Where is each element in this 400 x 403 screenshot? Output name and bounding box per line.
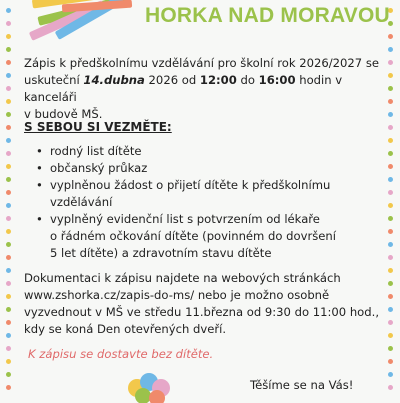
border-dot: [6, 60, 11, 65]
border-dot: [6, 86, 11, 91]
border-dot: [388, 60, 393, 65]
border-dot: [6, 21, 11, 26]
docs-line: vyzvednout v MŠ ve středu 11.března od 9:30 do 11:00 hod.,: [24, 305, 380, 319]
border-dot: [388, 99, 393, 104]
bring-item: [36, 177, 336, 211]
bring-item: [36, 160, 336, 177]
border-dot: [6, 177, 11, 182]
border-dot: [6, 203, 11, 208]
balloons-illustration: [115, 358, 195, 403]
bring-item-line: • vyplněný evidenční list s potvrzením od lékaře: [50, 212, 320, 226]
bring-item-line: 5 let dítěte) a zdravotním stavu dítěte: [50, 246, 272, 260]
intro-line-1: Zápis k předškolnímu vzdělávání pro školní rok 2026/2027 se: [24, 56, 379, 70]
border-dot: [388, 112, 393, 117]
border-dot: [6, 112, 11, 117]
border-dot: [6, 8, 11, 13]
border-dot: [388, 320, 393, 325]
border-dot: [388, 151, 393, 156]
note-without-child: K zápisu se dostavte bez dítěte.: [28, 347, 214, 361]
border-dot: [388, 190, 393, 195]
border-dot: [6, 34, 11, 39]
border-dot: [6, 359, 11, 364]
bring-item-line: • občanský průkaz: [50, 161, 148, 175]
docs-line: www.zshorka.cz/zapis-do-ms/ nebo je možno osobně: [24, 288, 330, 302]
border-dot: [388, 255, 393, 260]
time-to: 16:00: [258, 73, 296, 87]
border-dot: [6, 138, 11, 143]
border-dot: [388, 294, 393, 299]
border-dot: [388, 307, 393, 312]
border-dot: [6, 294, 11, 299]
border-dot: [388, 242, 393, 247]
border-dot: [388, 138, 393, 143]
border-dot: [388, 372, 393, 377]
border-dot: [6, 216, 11, 221]
right-dotted-border: [388, 0, 394, 400]
border-dot: [6, 307, 11, 312]
left-dotted-border: [6, 0, 12, 400]
page-title: HORKA NAD MORAVOU: [145, 4, 390, 27]
border-dot: [6, 190, 11, 195]
border-dot: [388, 333, 393, 338]
border-dot: [6, 385, 11, 390]
bring-item-line: o řádném očkování dítěte (povinném do dovršení: [50, 229, 336, 243]
bring-item: [36, 211, 336, 262]
bring-item-line: • rodný list dítěte: [50, 144, 142, 158]
border-dot: [6, 229, 11, 234]
enrollment-date: 14.dubna: [83, 73, 145, 87]
bring-item-line: • vyplněnou žádost o přijetí dítěte k předškolnímu: [50, 178, 331, 192]
thanks-text: Těšíme se na Vás!: [250, 378, 354, 392]
border-dot: [388, 216, 393, 221]
bring-heading: S SEBOU SI VEZMĚTE:: [24, 120, 172, 134]
border-dot: [388, 359, 393, 364]
intro-paragraph: [24, 55, 382, 123]
border-dot: [388, 229, 393, 234]
time-from: 12:00: [199, 73, 237, 87]
docs-line: Dokumentaci k zápisu najdete na webových stránkách: [24, 271, 341, 285]
border-dot: [6, 346, 11, 351]
bring-list: [36, 143, 336, 262]
border-dot: [388, 73, 393, 78]
border-dot: [388, 385, 393, 390]
border-dot: [388, 203, 393, 208]
documentation-paragraph: [24, 270, 382, 338]
border-dot: [388, 125, 393, 130]
intro-line-3: v budově MŠ.: [24, 107, 103, 121]
border-dot: [388, 47, 393, 52]
docs-line: kdy se koná Den otevřených dveří.: [24, 322, 227, 336]
border-dot: [6, 99, 11, 104]
border-dot: [6, 255, 11, 260]
border-dot: [6, 73, 11, 78]
border-dot: [6, 151, 11, 156]
border-dot: [6, 333, 11, 338]
border-dot: [6, 47, 11, 52]
border-dot: [388, 268, 393, 273]
border-dot: [388, 164, 393, 169]
border-dot: [388, 346, 393, 351]
crayons-illustration: [22, 0, 142, 42]
border-dot: [6, 242, 11, 247]
border-dot: [6, 281, 11, 286]
border-dot: [6, 125, 11, 130]
border-dot: [388, 281, 393, 286]
bring-item-line: vzdělávání: [50, 195, 113, 209]
border-dot: [388, 34, 393, 39]
border-dot: [388, 86, 393, 91]
border-dot: [6, 372, 11, 377]
border-dot: [388, 177, 393, 182]
border-dot: [6, 320, 11, 325]
intro-line-2: uskuteční 14.dubna 2026 od 12:00 do 16:00 hodin v kanceláři: [24, 73, 343, 104]
bring-item: [36, 143, 336, 160]
border-dot: [6, 164, 11, 169]
border-dot: [6, 268, 11, 273]
